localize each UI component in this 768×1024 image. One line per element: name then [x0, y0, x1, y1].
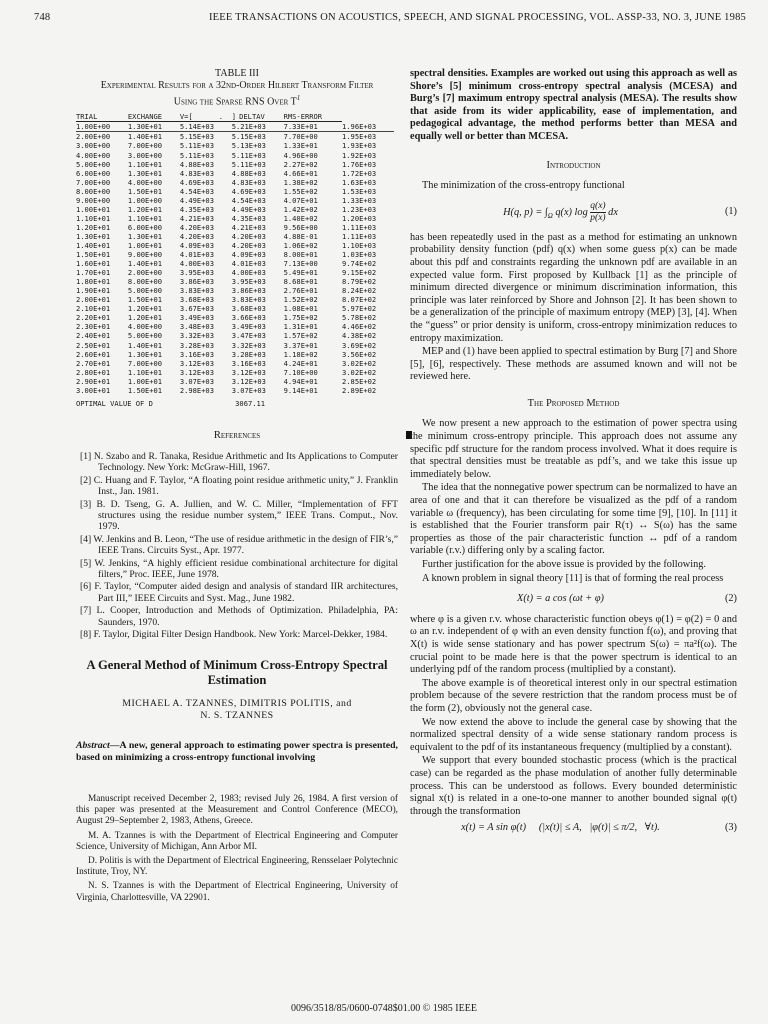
table-cell: 1.60E+01 [76, 259, 111, 269]
table-cell: 5.11E+03 [231, 159, 266, 169]
table-cell: 5.13E+03 [231, 141, 266, 151]
footnotes [76, 794, 398, 904]
table-cell: 1.30E+01 [128, 122, 180, 132]
table-label: TABLE III [215, 68, 259, 79]
table-cell: 1.10E+01 [127, 367, 163, 377]
table-cell: 4.00E+00 [127, 322, 163, 332]
table-cell: 1.95E+03 [342, 132, 377, 142]
table-cell: 4.35E+03 [231, 213, 266, 223]
authors-line1: MICHAEL A. TZANNES, DIMITRIS POLITIS, and [122, 698, 352, 710]
table-cell: 4.20E+03 [179, 222, 214, 232]
table-cell: 1.00E+01 [76, 204, 111, 214]
table-cell: 1.70E+01 [76, 268, 111, 278]
authors-line2: N. S. TZANNES [200, 710, 274, 722]
table-cell: 1.90E+01 [76, 286, 111, 296]
table-cell: 2.76E+01 [283, 286, 318, 296]
table-col-header: ] [232, 112, 239, 122]
table-row [76, 250, 394, 259]
table-row [76, 277, 394, 286]
table-cell: 1.40E+01 [127, 259, 163, 269]
eq1-end: dx [608, 206, 618, 218]
table-cell: 1.50E+01 [127, 186, 163, 196]
table-cell: 1.38E+02 [283, 177, 318, 187]
table-row [76, 341, 394, 350]
table-cell: 3.02E+02 [342, 367, 377, 377]
paper-authors [76, 698, 398, 722]
table-cell: 5.00E+00 [127, 331, 163, 341]
table-cell: 4.24E+01 [283, 358, 318, 368]
table-cell: 3.83E+03 [179, 286, 214, 296]
table-row [76, 241, 394, 250]
table-row [76, 377, 394, 386]
table-cell: 5.11E+03 [179, 141, 214, 151]
table-col-header: . [219, 112, 232, 122]
table-cell: 1.08E+01 [283, 304, 318, 314]
table-cell: 3.49E+03 [231, 322, 266, 332]
table-cell: 3.12E+03 [231, 367, 266, 377]
table-cell: 8.24E+02 [342, 286, 377, 296]
table-cell: 1.55E+02 [283, 186, 318, 196]
table-cell: 1.63E+03 [342, 177, 377, 187]
table-cell: 2.27E+02 [283, 159, 318, 169]
table-cell: 4.83E+03 [231, 177, 266, 187]
references-list [76, 451, 398, 641]
table-row [76, 214, 394, 223]
table-cell: 5.78E+02 [342, 313, 377, 323]
table-cell: 1.00E+01 [127, 376, 163, 386]
eq1-den: p(x) [590, 212, 606, 223]
eq1-num: q(x) [590, 200, 606, 211]
table-cell: 8.00E+01 [283, 250, 318, 260]
eq1-fraction [590, 201, 605, 224]
abstract-continuation: spectral densities. Examples are worked out using this approach as well as Shore’s [5] minimum cross-entropy spectral analysis (MCESA) and Burg’s [7] maximum entropy spectral analysis (MESA). The results show that aside from its wider applicability, ease of implementation, and pedagogical advantage, the method performs better than MESA and equally well or better than MCESA. [410, 68, 737, 142]
footnote: D. Politis is with the Department of Electrical Engineering, Rensselaer Polytechnic Institute, Troy, NY. [76, 856, 398, 878]
table-cell: 3.68E+03 [179, 295, 214, 305]
table-caption-text: Using the Sparse RNS Over T [173, 96, 297, 108]
table-row [76, 205, 394, 214]
table-cell: 3.07E+03 [231, 385, 266, 395]
table-cell: 1.10E+01 [127, 159, 163, 169]
table-cell: 5.11E+03 [179, 150, 214, 160]
table-cell: 3.12E+03 [231, 376, 266, 386]
table-cell: 2.80E+01 [76, 367, 111, 377]
table-cell: 9.14E+01 [283, 385, 318, 395]
equation-1 [410, 201, 737, 224]
table-cell: 2.60E+01 [76, 349, 111, 359]
table-cell: 1.00E+00 [76, 122, 128, 132]
method-paragraph-4: A known problem in signal theory [11] is that of forming the real process [422, 572, 724, 584]
table-cell: 7.10E+00 [283, 367, 318, 377]
reference-item: [5] W. Jenkins, “A highly efficient residue combinational architecture for digital filters,” Proc. IEEE, June 1978. [80, 557, 398, 581]
table-cell: 3.32E+03 [231, 340, 266, 350]
table-cell: 1.20E+01 [127, 313, 163, 323]
table-cell: 1.93E+03 [342, 141, 377, 151]
table-cell: 9.00E+00 [127, 250, 163, 260]
table-cell: 4.38E+02 [342, 331, 377, 341]
table-caption-line2 [76, 92, 398, 108]
table-cell: 3.86E+03 [231, 286, 266, 296]
intro-paragraph-2: MEP and (1) have been applied to spectral estimation by Burg [7] and Shore [5], [6], respectively. These methods are assumed known and will not be reviewed here. [410, 346, 737, 383]
paper-title: A General Method of Minimum Cross-Entropy Spectral Estimation [86, 658, 388, 688]
table-cell: 1.11E+03 [342, 222, 377, 232]
table-cell: 4.88E+03 [179, 159, 214, 169]
table-cell: 3.12E+03 [179, 367, 214, 377]
table-col-header: TRIAL [76, 112, 128, 122]
table-cell: 1.40E+02 [283, 213, 318, 223]
table-row [76, 187, 394, 196]
footnote: Manuscript received December 2, 1983; revised July 26, 1984. A first version of this paper was presented at the Measurement and Control Conference (MECO), August 29–September 2, 1983, Athens, Greece. [76, 794, 398, 827]
left-column [76, 68, 398, 907]
abstract [76, 740, 398, 764]
table-cell: 9.00E+00 [76, 195, 111, 205]
table-row [76, 151, 394, 160]
table-cell: 4.35E+03 [179, 204, 214, 214]
table-row [76, 386, 394, 395]
table-row [76, 268, 394, 277]
method-paragraph-7: We now extend the above to include the general case by showing that the normalized spectral density of a wide sense stationary random process is equivalent to the pdf of its instantaneous frequency (multiplied by a constant). [410, 716, 737, 753]
method-title: The Proposed Method [527, 397, 620, 409]
optimal-value-line [76, 398, 398, 411]
table-cell: 7.00E+00 [76, 177, 111, 187]
table-cell: 1.40E+01 [127, 340, 163, 350]
table-cell: 4.09E+03 [179, 240, 214, 250]
table-row [76, 169, 394, 178]
table-cell: 5.97E+02 [342, 304, 377, 314]
table-cell: 7.70E+00 [283, 132, 318, 142]
table-col-header: DELTAV [239, 112, 283, 122]
table-row [76, 350, 394, 359]
intro-paragraph-1: has been repeatedly used in the past as a method for estimating an unknown probability density function (pdf) q(x) when some guess p(x) can be made about this pdf and constraints regarding the unknown pdf are available in an expected value form. First proposed by Kullback [1] as the principle of minimum directed divergence or minimum discrimination information, this principle was later reinforced by Shore and Johnson [2]. It has been shown to be a generalization of the principle of maximum entropy (MEP) [3], [4]. When the “guess” or prior density is uniform, cross-entropy minimization reduces to entropy maximization. [410, 231, 737, 344]
method-paragraph-6: The above example is of theoretical interest only in our spectral estimation problem because of the severe restriction that the random process must be of the form (2), obviously not the general case. [410, 677, 737, 714]
table-cell: 5.00E+00 [76, 159, 111, 169]
table-cell: 1.10E+03 [342, 240, 377, 250]
table-cell: 1.20E+01 [127, 304, 163, 314]
table-cell: 4.20E+03 [179, 231, 214, 241]
intro-lead: The minimization of the cross-entropy functional [422, 180, 625, 192]
table-cell: 1.11E+03 [342, 231, 377, 241]
table-cell: 1.40E+01 [76, 240, 111, 250]
table-cell: 4.49E+03 [179, 195, 214, 205]
table-cell: 4.00E+03 [231, 268, 266, 278]
table-cell: 2.89E+02 [342, 385, 377, 395]
table-cell: 4.21E+03 [179, 213, 214, 223]
table-row [76, 286, 394, 295]
table-cell: 1.57E+02 [283, 331, 318, 341]
footnote: M. A. Tzannes is with the Department of Electrical Engineering and Computer Science, University of Michigan, Ann Arbor MI. [76, 830, 398, 852]
table-cell: 1.30E+01 [127, 349, 163, 359]
reference-item: [1] N. Szabo and R. Tanaka, Residue Arithmetic and Its Applications to Computer Technology. New York: McGraw-Hill, 1967. [80, 450, 398, 474]
table-cell: 1.53E+03 [342, 186, 377, 196]
table-body [76, 122, 394, 395]
table-cell: 4.54E+03 [231, 195, 266, 205]
table-col-header: EXCHANGE [128, 112, 180, 122]
table-cell: 4.83E+03 [179, 168, 214, 178]
table-cell: 2.00E+00 [76, 132, 111, 142]
table-cell: 4.20E+03 [231, 231, 266, 241]
table-cell: 3.83E+03 [231, 295, 266, 305]
footnote: N. S. Tzannes is with the Department of Electrical Engineering, University of Virginia, Charlottesville, VA 22901. [76, 881, 398, 903]
table-cell: 1.23E+03 [342, 204, 377, 214]
table-cell: 4.07E+01 [283, 195, 318, 205]
eq1-sub: Ω [547, 211, 553, 220]
table-cell: 1.76E+03 [342, 159, 377, 169]
table-cell: 4.20E+03 [231, 240, 266, 250]
table-cell: 8.00E+00 [76, 186, 111, 196]
reference-item: [3] B. D. Tseng, G. A. Jullien, and W. C. Miller, “Implementation of FFT structures using the residue number system,” IEEE Trans. Comput., Nov. 1979. [80, 498, 398, 533]
table-cell: 4.66E+01 [283, 168, 318, 178]
table-cell: 4.96E+00 [283, 150, 318, 160]
table-row [76, 196, 394, 205]
table-cell: 1.20E+01 [76, 222, 111, 232]
table-cell: 5.49E+01 [283, 268, 318, 278]
running-header [24, 8, 746, 24]
eq1-mid: q(x) log [555, 206, 588, 218]
right-column [410, 68, 737, 843]
table-cell: 3.69E+02 [342, 340, 377, 350]
table-cell: 1.03E+03 [342, 250, 377, 260]
table-cell: 1.00E+01 [127, 240, 163, 250]
table-row [76, 259, 394, 268]
table-cell: 1.18E+02 [283, 349, 318, 359]
references-title: References [213, 430, 261, 442]
table-cell: 4.00E+03 [179, 259, 214, 269]
table-cell: 4.69E+03 [179, 177, 214, 187]
table-cell: 1.75E+02 [283, 313, 318, 323]
copyright-footer: 0096/3518/85/0600-0748$01.00 © 1985 IEEE [291, 1003, 477, 1014]
table-row [76, 322, 394, 331]
table-row [76, 359, 394, 368]
table-cell: 1.72E+03 [342, 168, 377, 178]
table-cell: 5.15E+03 [179, 132, 214, 142]
table-cell: 3.47E+03 [231, 331, 266, 341]
table-row [76, 122, 394, 132]
abstract-label: Abstract— [76, 740, 120, 752]
table-row [76, 178, 394, 187]
table-cell: 1.92E+03 [342, 150, 377, 160]
results-table [76, 112, 394, 394]
table-cell: 7.13E+00 [283, 259, 318, 269]
table-header-row [76, 112, 394, 122]
method-paragraph-8: We support that every bounded stochastic process (which is the practical case) can be regarded as the phase modulation of another fully determinable process. This can be understood as follows. Every bounded deterministic signal x(t) is related in a one-to-one manner to another bounded signal φ(t) through the transformation [410, 755, 737, 817]
reference-item: [2] C. Huang and F. Taylor, “A floating point residue arithmetic unity,” J. Franklin Inst., Jan. 1981. [80, 474, 398, 498]
table-cell: 1.00E+00 [127, 195, 163, 205]
table-cell: 7.33E+01 [284, 122, 342, 132]
eq2-body: X(t) = a cos (ωt + φ) [517, 593, 604, 605]
table-cell: 1.33E+01 [283, 141, 318, 151]
table-cell: 8.79E+02 [342, 277, 377, 287]
table-row [76, 223, 394, 232]
table-cell: 3.16E+03 [231, 358, 266, 368]
table-cell: 3.02E+02 [342, 358, 377, 368]
table-cell: 2.00E+01 [76, 295, 111, 305]
table-cell: 5.15E+03 [231, 132, 266, 142]
table-cell: 1.20E+01 [127, 204, 163, 214]
table-cell: 1.42E+02 [283, 204, 318, 214]
table-cell: 2.20E+01 [76, 313, 111, 323]
table-cell: 2.50E+01 [76, 340, 111, 350]
table-cell: 2.10E+01 [76, 304, 111, 314]
table-cell: 5.00E+00 [127, 286, 163, 296]
table-cell: 1.20E+03 [342, 213, 377, 223]
page-number: 748 [34, 12, 51, 23]
table-cell: 4.69E+03 [231, 186, 266, 196]
table-cell: 3.68E+03 [231, 304, 266, 314]
optimal-label: OPTIMAL VALUE OF D [76, 398, 153, 408]
table-cell: 1.30E+01 [76, 231, 111, 241]
table-cell: 5.21E+03 [232, 122, 284, 132]
table-cell: 4.21E+03 [231, 222, 266, 232]
reference-item: [6] F. Taylor, “Computer aided design and analysis of standard IIR architectures, Part III,” IEEE Circuits and Syst. Mag., June 1982. [80, 581, 398, 604]
table-cell: 7.00E+00 [127, 141, 163, 151]
table-cell: 3.28E+03 [231, 349, 266, 359]
table-cell: 3.95E+03 [179, 268, 214, 278]
table-cell: 8.07E+02 [342, 295, 377, 305]
table-row [76, 141, 394, 150]
table-cell: 2.30E+01 [76, 322, 111, 332]
table-cell: 3.66E+03 [231, 313, 266, 323]
table-cell: 1.30E+01 [127, 231, 163, 241]
reference-item: [8] F. Taylor, Digital Filter Design Handbook. New York: Marcel-Dekker, 1984. [80, 629, 388, 641]
table-row [76, 368, 394, 377]
equation-3 [410, 822, 737, 835]
table-cell: 9.56E+00 [283, 222, 318, 232]
method-paragraph-3: Further justification for the above issue is provided by the following. [422, 559, 706, 570]
table-cell: 2.98E+03 [179, 385, 214, 395]
table-row [76, 313, 394, 322]
table-cell: 9.74E+02 [342, 259, 377, 269]
table-cell: 4.94E+01 [283, 376, 318, 386]
table-row [76, 304, 394, 313]
table-row [76, 232, 394, 241]
table-cell: 4.01E+03 [231, 259, 266, 269]
method-paragraph-5: where φ is a given r.v. whose characteristic function obeys φ(1) = φ(2) = 0 and ω an r.v. independent of φ with an even density function f(ω), and proving that X(t) is wide sense stationary and has power spectrum S(ω) = πa²f(ω). The crucial point to be made here is that the power spectrum is identical to an underlying pdf of the random process (multiplied by a constant). [410, 613, 737, 676]
table-caption-line1: Experimental Results for a 32nd-Order Hilbert Transform Filter [100, 80, 374, 91]
table-cell: 4.88E+03 [231, 168, 266, 178]
table-cell: 3.49E+03 [179, 313, 214, 323]
table-row [76, 160, 394, 169]
table-cell: 4.54E+03 [179, 186, 214, 196]
table-caption-sup: 1 [296, 94, 301, 102]
table-cell: 3.28E+03 [179, 340, 214, 350]
table-cell: 4.09E+03 [231, 250, 266, 260]
table-cell: 2.40E+01 [76, 331, 111, 341]
eq3-body: x(t) = A sin φ(t) (|x(t)| ≤ A, |φ(t)| ≤ π/2, ∀t). [461, 822, 660, 834]
table-cell: 4.49E+03 [231, 204, 266, 214]
method-paragraph-2: The idea that the nonnegative power spectrum can be normalized to have an area of one and that it can therefore be visualized as the pdf of a random variable ω (frequency), has been circulating for some time [9], [10]. In [11] it is established that the Fourier transform pair R(τ) ↔ S(ω) has the same properties as those of the pair characteristic function ↔ pdf of a random variable (r.v.) differing only by a scaling factor. [410, 482, 737, 557]
table-row [76, 132, 394, 142]
table-cell: 3.86E+03 [179, 277, 214, 287]
table-cell: 3.48E+03 [179, 322, 214, 332]
table-cell: 1.52E+02 [283, 295, 318, 305]
table-cell: 1.33E+03 [342, 195, 377, 205]
table-cell: 9.15E+02 [342, 268, 377, 278]
table-cell: 1.50E+01 [76, 250, 111, 260]
table-cell: 1.10E+01 [76, 213, 111, 223]
table-cell: 6.00E+00 [127, 222, 163, 232]
eq1-number: (1) [724, 205, 737, 217]
table-cell: 2.70E+01 [76, 358, 111, 368]
table-cell: 1.10E+01 [127, 213, 163, 223]
table-cell: 4.46E+02 [342, 322, 377, 332]
journal-title: IEEE TRANSACTIONS ON ACOUSTICS, SPEECH, AND SIGNAL PROCESSING, VOL. ASSP-33, NO. 3, JUNE 1985 [208, 12, 746, 23]
table-cell: 1.50E+01 [127, 385, 163, 395]
reference-item: [4] W. Jenkins and B. Leon, “The use of residue arithmetic in the design of FIR’s,” IEEE Trans. Circuits Syst., Apr. 1977. [80, 533, 398, 557]
table-cell: 3.67E+03 [179, 304, 214, 314]
table-cell: 3.32E+03 [179, 331, 214, 341]
table-cell: 4.01E+03 [179, 250, 214, 260]
table-cell: 2.90E+01 [76, 376, 111, 386]
eq2-number: (2) [724, 593, 737, 605]
table-cell: 1.40E+01 [127, 132, 163, 142]
table-cell: 2.85E+02 [342, 376, 377, 386]
table-cell: 4.88E-01 [283, 231, 318, 241]
table-cell: 3.00E+00 [127, 150, 163, 160]
table-cell: 1.30E+01 [127, 168, 163, 178]
eq1-lhs: H(q, p) = ∫ [503, 206, 548, 218]
table-cell: 8.00E+00 [127, 277, 163, 287]
table-cell: 3.00E+00 [76, 141, 111, 151]
table-col-header: V=[ [180, 112, 219, 122]
table-cell: 3.37E+01 [283, 340, 318, 350]
table-cell: 7.00E+00 [127, 358, 163, 368]
table-cell: 1.06E+02 [283, 240, 318, 250]
table-cell: 6.00E+00 [76, 168, 111, 178]
abstract-text: A new, general approach to estimating power spectra is presented, based on minimizing a cross-entropy functional involving [76, 740, 398, 764]
equation-2 [410, 593, 737, 606]
table-row [76, 295, 394, 304]
table-cell: 4.00E+00 [127, 177, 163, 187]
optimal-value: 3067.11 [235, 398, 266, 408]
table-cell: 3.95E+03 [231, 277, 266, 287]
table-cell: 1.96E+03 [342, 122, 394, 132]
table-cell: 3.56E+02 [342, 349, 377, 359]
table-cell: 3.07E+03 [179, 376, 214, 386]
table-cell: 5.11E+03 [231, 150, 266, 160]
table-cell: 3.00E+01 [76, 385, 111, 395]
table-cell: 2.00E+00 [127, 268, 163, 278]
table-col-header: RMS-ERROR [284, 112, 342, 122]
table-cell: 3.12E+03 [179, 358, 214, 368]
table-cell: 4.00E+00 [76, 150, 111, 160]
table-cell: 8.68E+01 [283, 277, 318, 287]
table-cell: 3.16E+03 [179, 349, 214, 359]
table-cell: 5.14E+03 [180, 122, 232, 132]
table-cell: 1.50E+01 [127, 295, 163, 305]
table-cell: 1.80E+01 [76, 277, 111, 287]
eq3-number: (3) [724, 822, 737, 834]
reference-item: [7] L. Cooper, Introduction and Methods of Optimization. Philadelphia, PA: Saunders, 1970. [80, 605, 398, 628]
table-cell: 1.31E+01 [283, 322, 318, 332]
method-paragraph-1: We now present a new approach to the estimation of power spectra using the minimum cross-entropy principle. This approach does not assume any specific pdf structure for the random process involved. What it does require is that spectral densities must be treatable as pdf’s, and we take this issue up immediately below. [410, 418, 737, 480]
intro-title: Introduction [546, 159, 601, 171]
table-row [76, 331, 394, 340]
